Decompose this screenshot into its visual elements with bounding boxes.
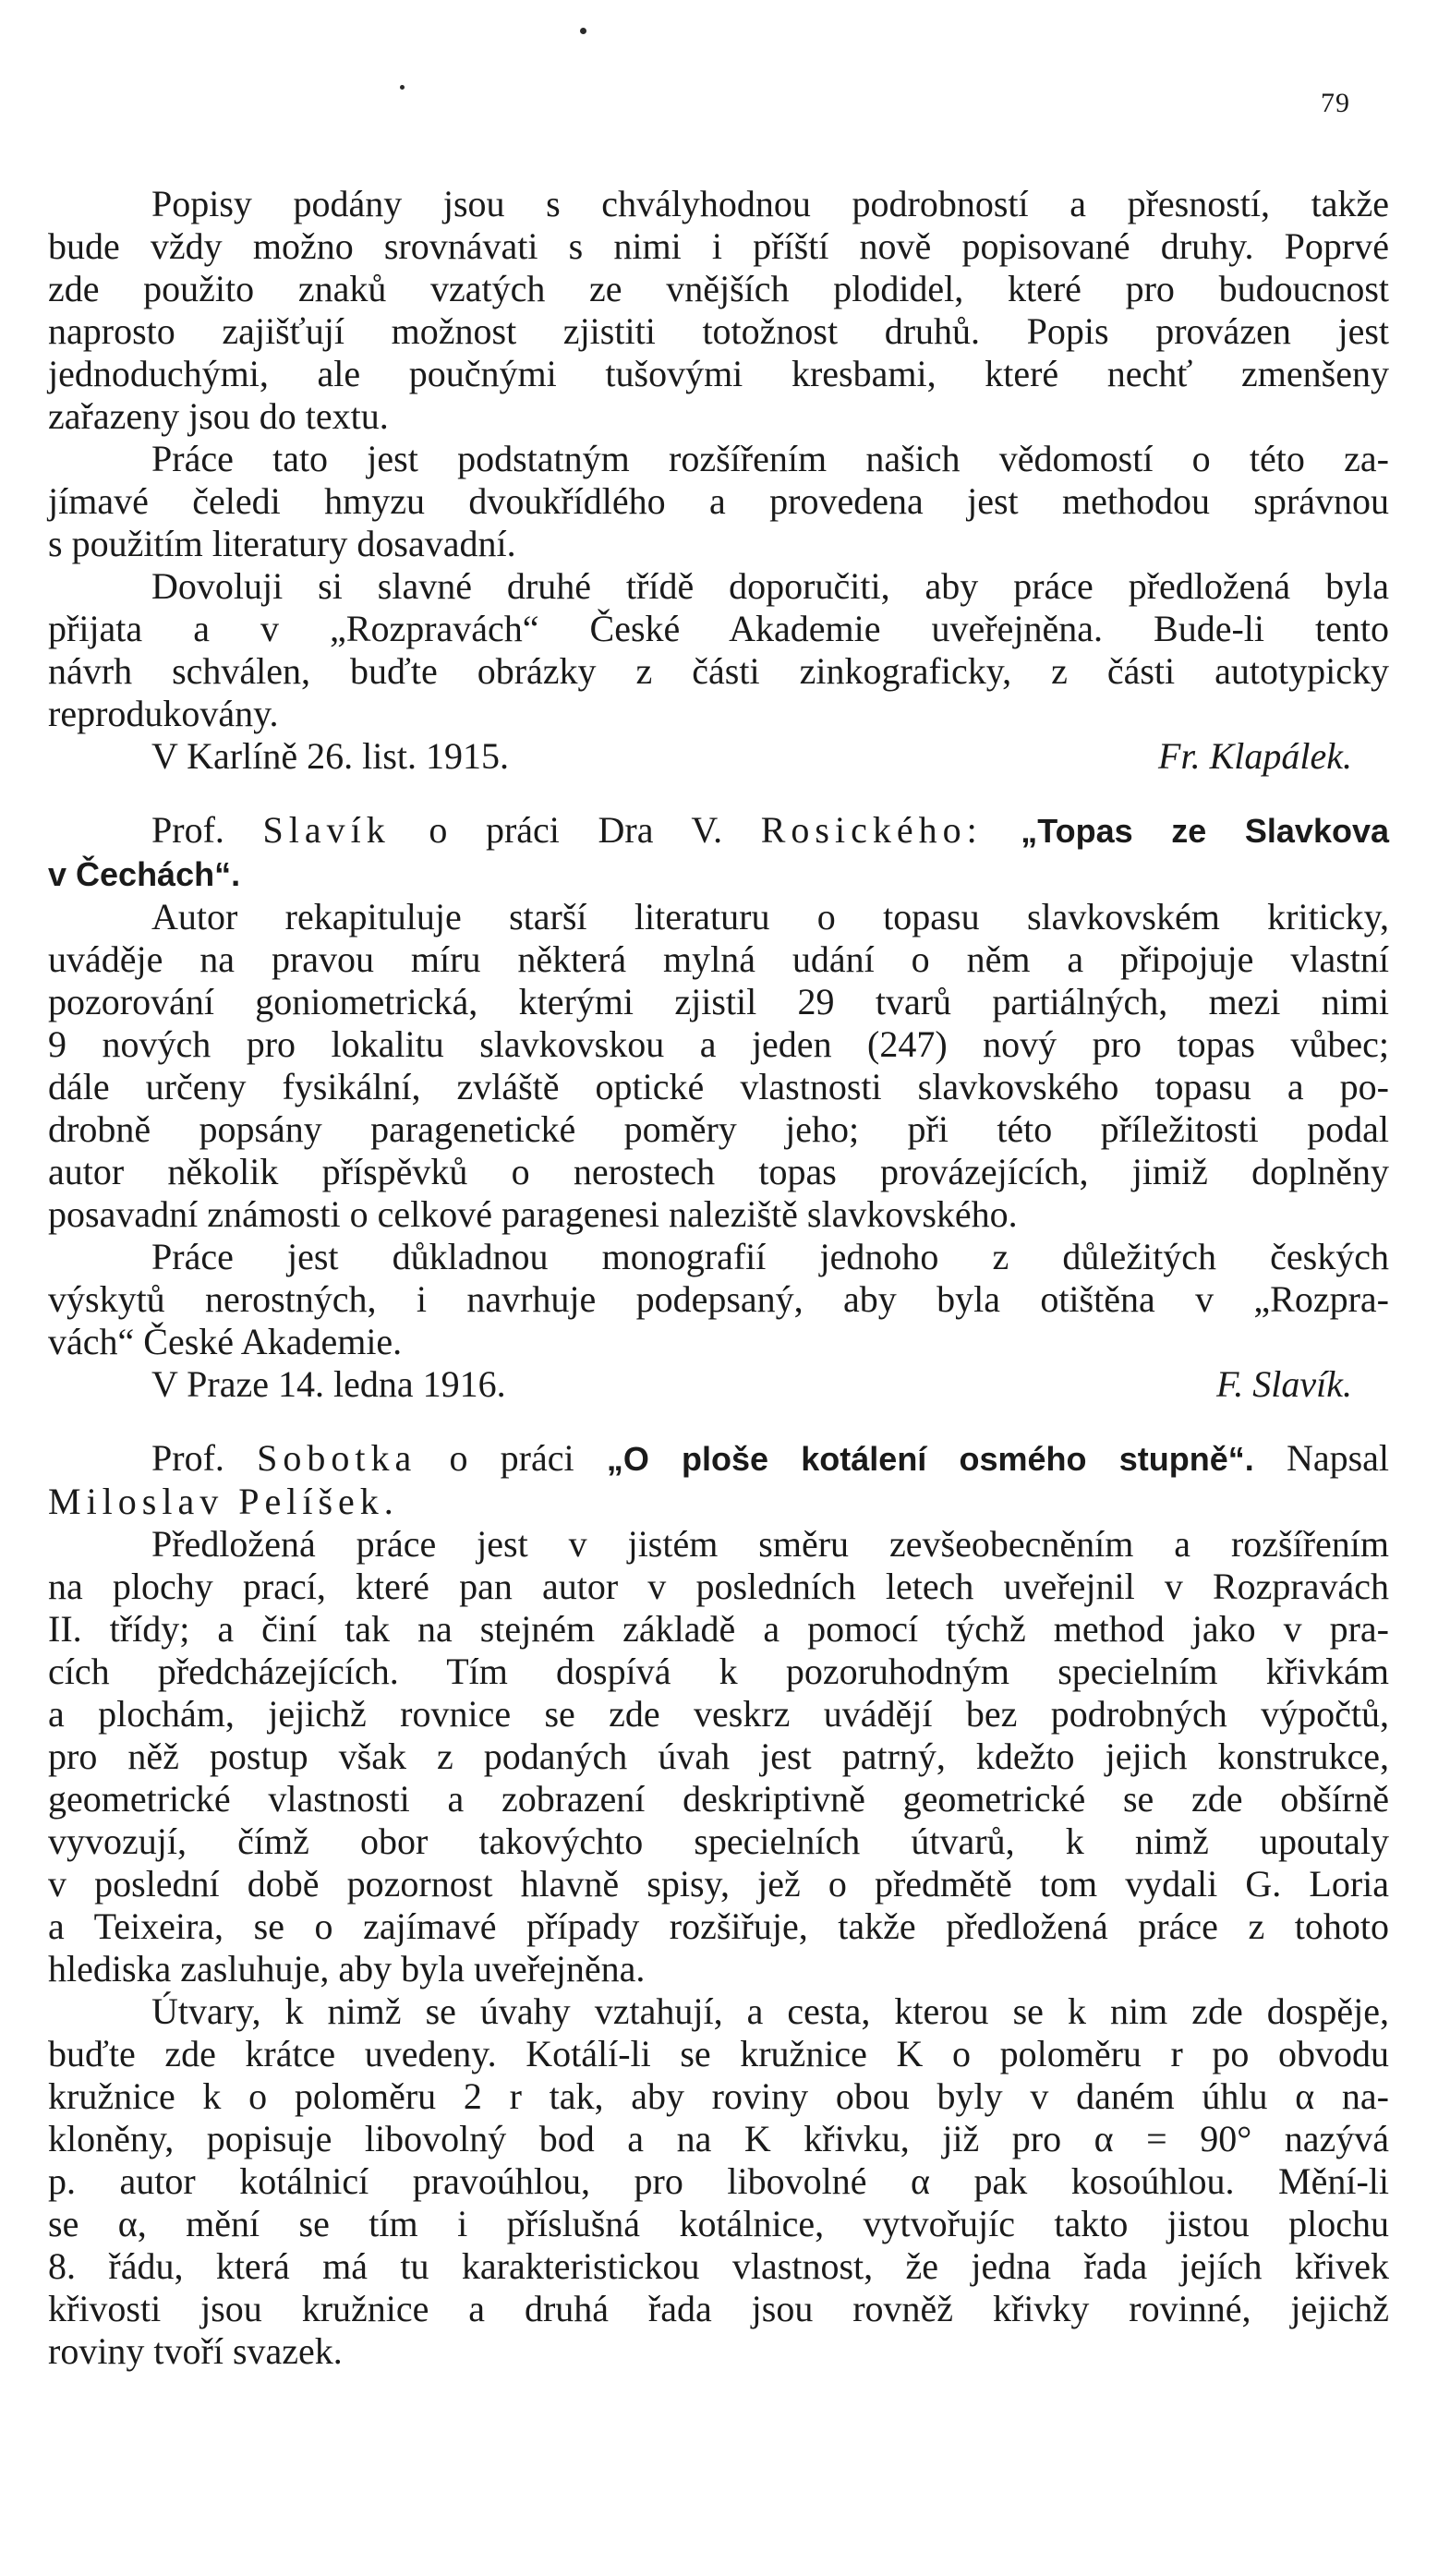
- text-line: II. třídy; a činí tak na stejném základě a pomocí týchž method jako v pra-: [48, 1608, 1389, 1650]
- text-line: kružnice k o poloměru 2 r tak, aby roviny obou byly v daném úhlu α na-: [48, 2075, 1389, 2117]
- reviewer-name: Slavík: [262, 809, 391, 851]
- page-number: 79: [1321, 88, 1350, 118]
- work-title-cont: v Čechách“.: [48, 855, 241, 893]
- text-line: hlediska zasluhuje, aby byla uveřejněna.: [48, 1948, 646, 1989]
- heading-mid: o práci: [449, 1437, 574, 1479]
- text-line: křivosti jsou kružnice a druhá řada jsou rovněž křivky rovinné, jejichž: [48, 2288, 1389, 2329]
- text-line: Práce tato jest podstatným rozšířením našich vědomostí o této za-: [151, 438, 1389, 479]
- heading-prefix: Prof.: [151, 1437, 224, 1479]
- print-speck: [580, 28, 586, 34]
- text-line: a Teixeira, se o zajímavé případy rozšiřuje, takže předložená práce z tohoto: [48, 1905, 1389, 1947]
- text-line: uváděje na pravou míru některá mylná udání o něm a připojuje vlastní: [48, 938, 1389, 980]
- review-heading-cont: [48, 1481, 1389, 1523]
- review-heading-cont: [48, 853, 1389, 896]
- text-line: přijata a v „Rozpravách“ České Akademie uveřejněna. Bude-li tento: [48, 608, 1389, 649]
- text-line: zde použito znaků vzatých ze vnějších plodidel, které pro budoucnost: [48, 268, 1389, 309]
- review-heading: [48, 1437, 1389, 1481]
- text-line: vyvozují, čímž obor takovýchto specielních útvarů, k nimž upoutaly: [48, 1820, 1389, 1862]
- review-klapalek: [48, 183, 1389, 778]
- text-line: návrh schválen, buďte obrázky z části zinkograficky, z části autotypicky: [48, 650, 1389, 692]
- signature-row: [48, 735, 1389, 778]
- place-date: V Praze 14. ledna 1916.: [151, 1363, 506, 1405]
- text-line: jímavé čeledi hmyzu dvoukřídlého a provedena jest methodou správnou: [48, 480, 1389, 522]
- text-line: posavadní známosti o celkové paragenesi naleziště slavkovského.: [48, 1193, 1018, 1235]
- text-line: Popisy podány jsou s chvályhodnou podrobností a přesností, takže: [151, 183, 1389, 224]
- review-slavik: [48, 809, 1389, 1406]
- heading-suffix: Napsal: [1286, 1437, 1390, 1479]
- text-line: pro něž postup však z podaných úvah jest patrný, kdežto jejich konstrukce,: [48, 1735, 1389, 1777]
- text-line: kloněny, popisuje libovolný bod a na K křivku, již pro α = 90° nazývá: [48, 2118, 1389, 2159]
- text-line: a plochám, jejichž rovnice se zde veskrz uvádějí bez podrobných výpočtů,: [48, 1693, 1389, 1735]
- text-line: dále určeny fysikální, zvláště optické vlastnosti slavkovského topasu a po-: [48, 1066, 1389, 1107]
- text-line: pozorování goniometrická, kterými zjistil 29 tvarů partiálných, mezi nimi: [48, 981, 1389, 1022]
- work-title: „O ploše kotálení osmého stupně“.: [606, 1440, 1254, 1478]
- author-name: Rosického:: [760, 809, 983, 851]
- text-line: buďte zde krátce uvedeny. Kotálí-li se kružnice K o poloměru r po obvodu: [48, 2033, 1389, 2074]
- text-line: na plochy prací, které pan autor v posledních letech uveřejnil v Rozpravách: [48, 1566, 1389, 1607]
- text-line: cích předcházejících. Tím dospívá k pozoruhodným specielním křivkám: [48, 1651, 1389, 1692]
- text-line: Útvary, k nimž se úvahy vztahují, a cesta, kterou se k nim zde dospěje,: [151, 1990, 1389, 2032]
- work-title: „Topas ze Slavkova: [1021, 812, 1389, 850]
- text-line: drobně popsány paragenetické poměry jeho; při této příležitosti podal: [48, 1108, 1389, 1150]
- text-line: bude vždy možno srovnávati s nimi i příští nově popisované druhy. Poprvé: [48, 225, 1389, 267]
- signature: Fr. Klapálek.: [1158, 735, 1352, 777]
- place-date: V Karlíně 26. list. 1915.: [151, 735, 510, 777]
- text-line: 8. řádu, která má tu karakteristickou vlastnost, že jedna řada jejích křivek: [48, 2245, 1389, 2287]
- text-line: Autor rekapituluje starší literaturu o topasu slavkovském kriticky,: [151, 896, 1389, 937]
- text-line: Předložená práce jest v jistém směru zevšeobecněním a rozšířením: [151, 1523, 1389, 1565]
- text-line: zařazeny jsou do textu.: [48, 395, 389, 437]
- text-line: Dovoluji si slavné druhé třídě doporučiti, aby práce předložená byla: [151, 565, 1389, 607]
- text-line: reprodukovány.: [48, 693, 279, 734]
- text-line: vách“ České Akademie.: [48, 1321, 403, 1362]
- text-line: naprosto zajišťují možnost zjistiti totožnost druhů. Popis provázen jest: [48, 310, 1389, 352]
- text-line: s použitím literatury dosavadní.: [48, 523, 516, 564]
- text-line: autor několik příspěvků o nerostech topas provázejících, jimiž doplněny: [48, 1151, 1389, 1192]
- text-line: v poslední době pozornost hlavně spisy, jež o předmětě tom vydali G. Loria: [48, 1863, 1389, 1905]
- review-heading: [48, 809, 1389, 853]
- body-text: [48, 183, 1389, 2373]
- reviewer-name: Sobotka: [257, 1437, 417, 1479]
- text-line: Práce jest důkladnou monografií jednoho z důležitých českých: [151, 1236, 1389, 1277]
- text-line: geometrické vlastnosti a zobrazení deskriptivně geometrické se zde obšírně: [48, 1778, 1389, 1820]
- text-line: jednoduchými, ale poučnými tušovými kresbami, které nechť zmenšeny: [48, 353, 1389, 394]
- review-sobotka: [48, 1437, 1389, 2373]
- text-line: se α, mění se tím i příslušná kotálnice, vytvořujíc takto jistou plochu: [48, 2203, 1389, 2244]
- heading-mid: o práci Dra V.: [429, 809, 723, 851]
- author-name: Miloslav Pelíšek.: [48, 1481, 399, 1522]
- heading-prefix: Prof.: [151, 809, 224, 851]
- text-line: p. autor kotálnicí pravoúhlou, pro libovolné α pak kosoúhlou. Mění-li: [48, 2160, 1389, 2202]
- text-line: roviny tvoří svazek.: [48, 2330, 343, 2372]
- text-line: výskytů nerostných, i navrhuje podepsaný, aby byla otištěna v „Rozpra-: [48, 1278, 1389, 1320]
- section-gap: [48, 778, 1389, 809]
- signature-row: [48, 1363, 1389, 1406]
- section-gap: [48, 1406, 1389, 1437]
- print-speck: [400, 85, 405, 90]
- text-line: 9 nových pro lokalitu slavkovskou a jeden (247) nový pro topas vůbec;: [48, 1023, 1389, 1065]
- signature: F. Slavík.: [1215, 1363, 1352, 1405]
